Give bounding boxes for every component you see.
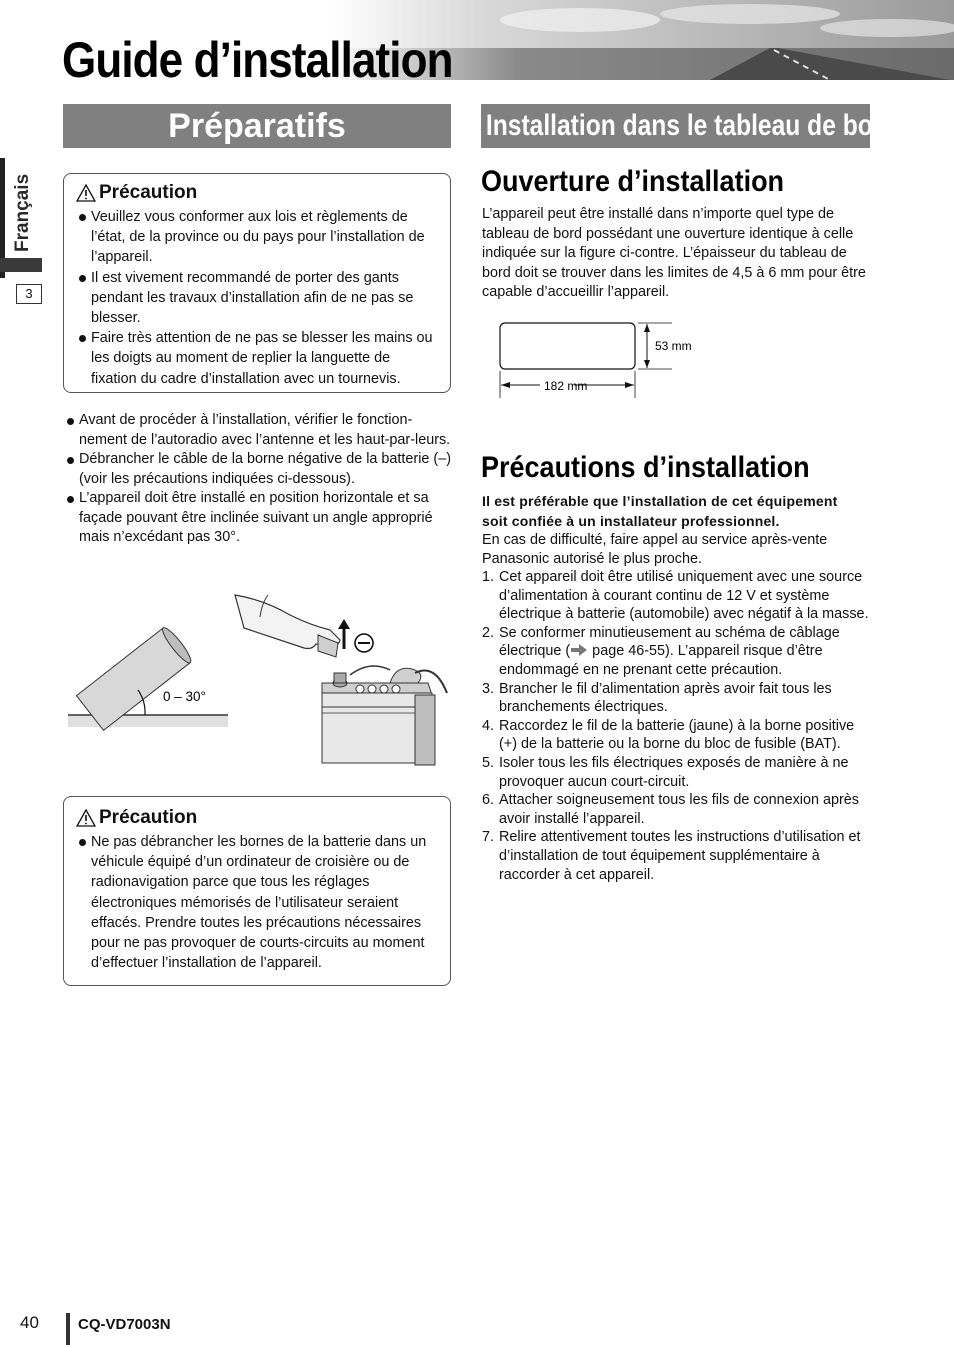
- preparation-list: [64, 411, 452, 548]
- list-item: 5. Isoler tous les fils électriques exposés de manière à ne provoquer aucun court-circuit.: [482, 754, 849, 790]
- warning-icon: [76, 809, 96, 827]
- page-number: 40: [20, 1313, 39, 1332]
- language-label: Français: [12, 173, 33, 252]
- gloved-hand-icon: [235, 595, 340, 657]
- list-item: Débrancher le câble de la borne négative de la batterie (–) (voir les précautions indiquées ci-dessous).: [64, 450, 452, 489]
- battery-icon: [322, 666, 447, 765]
- angle-label: 0 – 30°: [163, 689, 206, 704]
- arrow-right-icon: [570, 644, 588, 656]
- disconnect-arrow-icon: [338, 619, 373, 652]
- warning-icon: [76, 184, 96, 202]
- precautions-steps: [482, 568, 872, 884]
- list-item: Faire très attention de ne pas se blesser les mains ou les doigts au moment de replier la languette de fixation du cadre d’installation avec un tournevis.: [76, 328, 438, 389]
- footer-divider: [66, 1313, 70, 1345]
- list-item: 4. Raccordez le fil de la batterie (jaune) à la borne positive (+) de la batterie ou la borne du bloc de fusible (BAT).: [482, 717, 855, 753]
- list-item: 2. Se conformer minutieusement au schéma de câblage électrique ( page 46-55). L’appareil risque d’être endommagé en ne prenant cette précaution.: [482, 624, 840, 678]
- page-title: Guide d’installation: [62, 32, 453, 88]
- installation-illustration: [60, 585, 450, 780]
- caution-box-2: [63, 796, 451, 986]
- height-label: 53 mm: [655, 339, 692, 353]
- precautions-bold-intro: Il est préférable que l’installation de cet équipement soit confiée à un installateur professionnel.: [482, 493, 838, 529]
- caution-title-1: Précaution: [76, 182, 438, 204]
- list-item: Ne pas débrancher les bornes de la batterie dans un véhicule équipé d’un ordinateur de croisière ou de radionavigation parce que tous les réglages électroniques mémorisés de l’utilisateur seraient effacés. Prendre toutes les précautions nécessaires pour ne pas provoquer de courts-circuits au moment d’effectuer l’installation de l’appareil.: [76, 832, 438, 973]
- list-item: Veuillez vous conformer aux lois et règlements de l’état, de la province ou du pays pour l’installation de l’appareil.: [76, 207, 438, 268]
- caution-title-2: Précaution: [76, 807, 438, 829]
- list-item: 1. Cet appareil doit être utilisé uniquement avec une source d’alimentation à courant continu de 12 V et système électrique à batterie (automobile) avec négatif à la masse.: [482, 569, 869, 623]
- list-item: 3. Brancher le fil d’alimentation après avoir fait tous les branchements électriques.: [482, 680, 832, 716]
- list-item: 7. Relire attentivement toutes les instructions d’utilisation et d’installation de tout équipement supplémentaire à raccorder à cet appareil.: [482, 829, 861, 883]
- precautions-intro: En cas de difficulté, faire appel au service après-vente Panasonic autorisé le plus proche.: [482, 532, 828, 567]
- list-item: Il est vivement recommandé de porter des gants pendant les travaux d’installation afin de ne pas se blesser.: [76, 268, 438, 329]
- caution-1-list: [76, 207, 438, 389]
- list-item: Avant de procéder à l’installation, vérifier le fonction-nement de l’autoradio avec l’antenne et les haut-par-leurs.: [64, 411, 452, 450]
- opening-dimension-diagram: [496, 318, 716, 400]
- section-title-installation-text: Installation dans le tableau de bord: [485, 109, 898, 142]
- section-title-preparatifs: Préparatifs: [63, 104, 451, 148]
- list-item: 6. Attacher soigneusement tous les fils de connexion après avoir installé l’appareil.: [482, 792, 859, 827]
- opening-text: L’appareil peut être installé dans n’importe quel type de tableau de bord possédant une ouverture identique à celle indiquée sur la figure ci-contre. L’épaisseur du tableau de bord doit se trouver dans les limites de 4,5 à 6 mm pour être capable d’accueillir l’appareil.: [482, 206, 866, 300]
- model-number: CQ-VD7003N: [78, 1316, 171, 1333]
- section-title-installation: [481, 104, 898, 148]
- heading-opening: Ouverture d’installation: [481, 165, 785, 198]
- list-item: L’appareil doit être installé en position horizontale et sa façade pouvant être inclinée suivant un angle approprié mais n’excédant pas 30°.: [64, 489, 452, 548]
- caution-2-list: [76, 832, 438, 973]
- heading-precautions: Précautions d’installation: [481, 451, 810, 484]
- section-page-box: 3: [16, 284, 42, 304]
- width-label: 182 mm: [544, 379, 588, 393]
- caution-box-1: [63, 173, 451, 393]
